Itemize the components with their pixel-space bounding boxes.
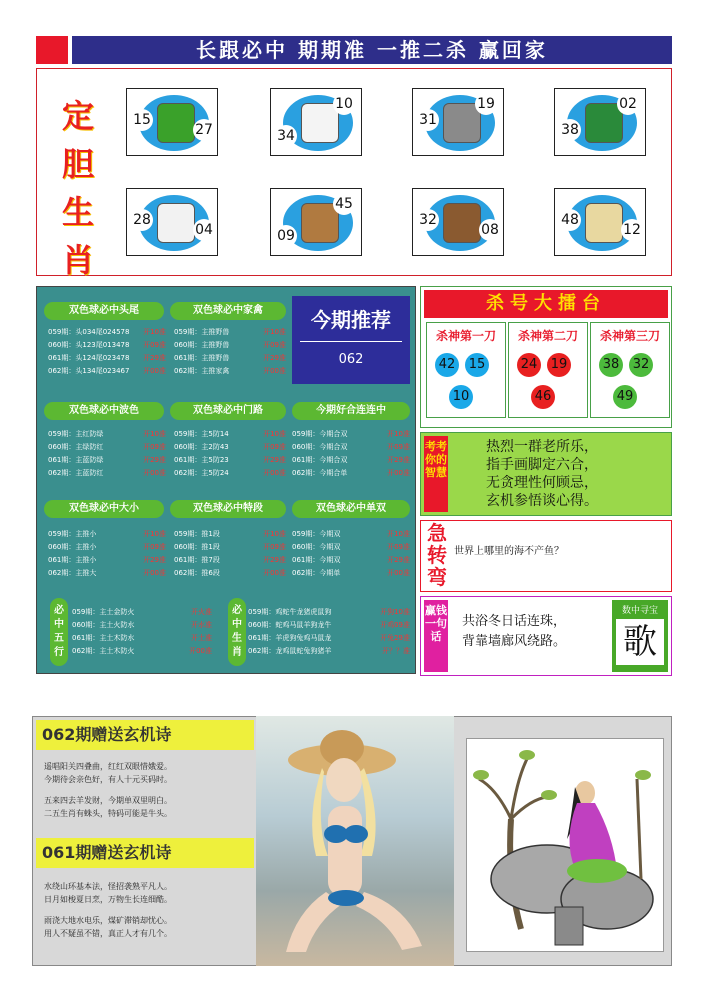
kill-ball: 46 bbox=[531, 385, 555, 409]
zodiac-number-right: 02 bbox=[617, 93, 639, 115]
group-row bbox=[292, 528, 410, 541]
group-row bbox=[48, 352, 166, 365]
beach-photo bbox=[256, 716, 454, 966]
group-row bbox=[48, 454, 166, 467]
row-prediction: 059期：鸡蛇牛龙猪虎鼠狗 bbox=[248, 608, 332, 616]
zodiac-number-right: 08 bbox=[479, 219, 501, 241]
row-prediction: 062期：龙鸡鼠蛇兔狗猪羊 bbox=[248, 647, 332, 655]
row-prediction: 060期：蛇鸡马鼠羊狗龙牛 bbox=[248, 621, 332, 629]
group-rows bbox=[72, 606, 212, 658]
group-row bbox=[174, 528, 286, 541]
group-row bbox=[174, 554, 286, 567]
row-result: 开09准 bbox=[387, 543, 410, 551]
group-rows bbox=[292, 428, 410, 480]
row-prediction: 062期：今期单 bbox=[292, 569, 341, 577]
row-prediction: 062期：今期合单 bbox=[292, 469, 348, 477]
group-rows bbox=[174, 528, 286, 580]
group-row bbox=[174, 326, 286, 339]
row-prediction: 062期：主5防24 bbox=[174, 469, 229, 477]
row-prediction: 060期：今期合双 bbox=[292, 443, 348, 451]
row-result: 开10准 bbox=[263, 530, 286, 538]
poem-061-title: 061期赠送玄机诗 bbox=[36, 838, 254, 868]
kill-ball: 49 bbox=[613, 385, 637, 409]
group-row bbox=[72, 645, 212, 658]
row-result: 开09准 bbox=[263, 443, 286, 451]
group-row bbox=[48, 428, 166, 441]
group-row bbox=[48, 467, 166, 480]
group-row bbox=[292, 441, 410, 454]
poem-line: 用人不疑虽不错，真正人才有几个。 bbox=[44, 929, 172, 938]
row-result: 开29准 bbox=[143, 456, 166, 464]
brain-label: 急转弯 bbox=[427, 521, 447, 589]
group-row bbox=[48, 567, 166, 580]
zodiac-title-char: 定 bbox=[61, 97, 94, 135]
zodiac-number-left: 48 bbox=[559, 209, 581, 231]
poem-061-text bbox=[44, 880, 256, 940]
kill-ball: 10 bbox=[449, 385, 473, 409]
row-result: 开土准 bbox=[191, 634, 212, 642]
group-row bbox=[48, 326, 166, 339]
row-prediction: 059期：今期双 bbox=[292, 530, 341, 538]
row-result: 开10准 bbox=[387, 530, 410, 538]
row-prediction: 060期：今期双 bbox=[292, 543, 341, 551]
group-row bbox=[72, 632, 212, 645]
row-prediction: 062期：主推大 bbox=[48, 569, 97, 577]
group-row bbox=[48, 441, 166, 454]
row-result: 开00准 bbox=[143, 367, 166, 375]
row-prediction: 060期：主推野兽 bbox=[174, 341, 230, 349]
row-result: 开29准 bbox=[143, 556, 166, 564]
row-result: 开10准 bbox=[263, 430, 286, 438]
wisdom-line: 热烈一群老所乐， bbox=[486, 439, 598, 455]
row-prediction: 061期：推7段 bbox=[174, 556, 220, 564]
poem-line: 雨浇大地水电乐，煤矿滞销却忧心。 bbox=[44, 916, 172, 925]
divider bbox=[300, 341, 402, 342]
group-row bbox=[292, 428, 410, 441]
group-rows bbox=[48, 428, 166, 480]
zodiac-number-right: 10 bbox=[333, 93, 355, 115]
zodiac-number-left: 28 bbox=[131, 209, 153, 231]
dragon-icon bbox=[157, 103, 195, 143]
phrase-label: 赢钱一句话 bbox=[424, 600, 448, 672]
row-prediction: 061期：主土木防水 bbox=[72, 634, 135, 642]
row-prediction: 061期：主推小 bbox=[48, 556, 97, 564]
kill-ball: 24 bbox=[517, 353, 541, 377]
zodiac-number-right: 27 bbox=[193, 119, 215, 141]
kill-column-label: 杀神第二刀 bbox=[517, 329, 578, 343]
row-prediction: 059期：主土金防火 bbox=[72, 608, 135, 616]
group-rows bbox=[174, 326, 286, 378]
group-row bbox=[174, 567, 286, 580]
row-result: 开09准 bbox=[387, 443, 410, 451]
group-title: 双色球必中单双 bbox=[292, 500, 410, 518]
group-title: 双色球必中头尾 bbox=[44, 302, 164, 320]
illustration-box bbox=[466, 738, 664, 952]
treasure-badge bbox=[612, 600, 668, 672]
row-result: 开兔29准 bbox=[380, 634, 410, 642]
zodiac-title bbox=[58, 92, 98, 284]
zodiac-card bbox=[554, 88, 646, 156]
row-prediction: 059期：推1段 bbox=[174, 530, 220, 538]
group-rows bbox=[48, 326, 166, 378]
poem-line: 五来四去羊发财，今期单双里明白。 bbox=[44, 796, 172, 805]
row-prediction: 061期：主蓝防绿 bbox=[48, 456, 104, 464]
group-row bbox=[292, 467, 410, 480]
zodiac-card bbox=[270, 88, 362, 156]
group-row bbox=[48, 339, 166, 352]
poem-062-title: 062期赠送玄机诗 bbox=[36, 720, 254, 750]
group-row bbox=[174, 441, 286, 454]
zodiac-number-left: 09 bbox=[275, 225, 297, 247]
zodiac-title-char: 胆 bbox=[61, 145, 94, 183]
wisdom-line: 无贪理性何顾忌， bbox=[486, 475, 598, 491]
row-result: 开29准 bbox=[387, 556, 410, 564]
group-row bbox=[292, 454, 410, 467]
zodiac-number-left: 38 bbox=[559, 119, 581, 141]
row-result: 开00准 bbox=[387, 569, 410, 577]
group-row bbox=[174, 428, 286, 441]
row-result: 开10准 bbox=[143, 328, 166, 336]
rabbit-icon bbox=[157, 203, 195, 243]
kill-column-label: 杀神第一刀 bbox=[435, 329, 496, 343]
zodiac-number-left: 31 bbox=[417, 109, 439, 131]
row-prediction: 062期：主推家禽 bbox=[174, 367, 230, 375]
row-prediction: 059期：今期合双 bbox=[292, 430, 348, 438]
group-row bbox=[174, 365, 286, 378]
row-result: 开10准 bbox=[143, 530, 166, 538]
row-result: 开10准 bbox=[387, 430, 410, 438]
row-prediction: 061期：头124尾023478 bbox=[48, 354, 130, 362]
kill-ball: 32 bbox=[629, 353, 653, 377]
group-row bbox=[292, 567, 410, 580]
row-prediction: 061期：羊虎狗兔鸡马鼠龙 bbox=[248, 634, 332, 642]
group-title: 双色球必中特段 bbox=[170, 500, 286, 518]
group-title: 双色球必中家禽 bbox=[170, 302, 286, 320]
group-row bbox=[248, 606, 410, 619]
group-row bbox=[248, 632, 410, 645]
row-result: 开29准 bbox=[263, 354, 286, 362]
kill-ball: 19 bbox=[547, 353, 571, 377]
group-row bbox=[248, 619, 410, 632]
group-row bbox=[174, 541, 286, 554]
wisdom-text bbox=[486, 438, 666, 510]
row-result: 开09准 bbox=[143, 543, 166, 551]
group-row bbox=[248, 645, 410, 658]
kill-ball: 15 bbox=[465, 353, 489, 377]
row-result: 开10准 bbox=[143, 430, 166, 438]
poem-line: 遥唱阳关四叠曲，红红双眼惜娥爱。 bbox=[44, 762, 172, 771]
kill-ball: 42 bbox=[435, 353, 459, 377]
row-prediction: 062期：主蓝防红 bbox=[48, 469, 104, 477]
poem-line: 今期待会亲色好，有人十元买码时。 bbox=[44, 775, 172, 784]
row-result: 开09准 bbox=[143, 443, 166, 451]
group-row bbox=[72, 606, 212, 619]
zodiac-card bbox=[126, 188, 218, 256]
zodiac-number-right: 45 bbox=[333, 193, 355, 215]
row-result: 开？？准 bbox=[382, 647, 410, 655]
row-result: 开00准 bbox=[189, 647, 212, 655]
zodiac-title-char: 生 bbox=[61, 193, 94, 231]
row-result: 开29准 bbox=[143, 354, 166, 362]
row-result: 开水准 bbox=[191, 621, 212, 629]
row-prediction: 060期：主2防43 bbox=[174, 443, 229, 451]
row-result: 开00准 bbox=[263, 469, 286, 477]
zodiac-number-left: 32 bbox=[417, 209, 439, 231]
row-prediction: 060期：主推小 bbox=[48, 543, 97, 551]
wisdom-label: 考考你的智慧 bbox=[424, 436, 448, 512]
row-result: 开09准 bbox=[143, 341, 166, 349]
group-row bbox=[48, 541, 166, 554]
row-prediction: 059期：主5防14 bbox=[174, 430, 229, 438]
pig-icon bbox=[443, 203, 481, 243]
shengxiao-label: 必中生肖 bbox=[228, 598, 246, 666]
row-result: 开09准 bbox=[263, 543, 286, 551]
group-row bbox=[48, 528, 166, 541]
row-prediction: 060期：主绿防红 bbox=[48, 443, 104, 451]
row-prediction: 060期：头123尾013478 bbox=[48, 341, 130, 349]
kill-column bbox=[508, 322, 588, 418]
zodiac-card bbox=[554, 188, 646, 256]
zodiac-number-right: 04 bbox=[193, 219, 215, 241]
group-rows bbox=[248, 606, 410, 658]
row-result: 开09准 bbox=[263, 341, 286, 349]
zodiac-number-left: 15 bbox=[131, 109, 153, 131]
group-title: 双色球必中波色 bbox=[44, 402, 164, 420]
row-prediction: 062期：主土木防火 bbox=[72, 647, 135, 655]
row-result: 开00准 bbox=[263, 367, 286, 375]
phrase-text bbox=[462, 612, 612, 652]
row-prediction: 062期：推6段 bbox=[174, 569, 220, 577]
group-rows bbox=[48, 528, 166, 580]
kill-column-label: 杀神第三刀 bbox=[599, 329, 660, 343]
kill-column bbox=[590, 322, 670, 418]
brain-text: 世界上哪里的海不产鱼？ bbox=[454, 546, 564, 557]
row-prediction: 061期：主5防23 bbox=[174, 456, 229, 464]
group-title: 双色球必中大小 bbox=[44, 500, 164, 518]
wuxing-label: 必中五行 bbox=[50, 598, 68, 666]
row-result: 开29准 bbox=[263, 456, 286, 464]
row-result: 开29准 bbox=[387, 456, 410, 464]
zodiac-number-right: 12 bbox=[621, 219, 643, 241]
sage-on-rock-illustration bbox=[467, 739, 663, 951]
group-title: 今期好合连连中 bbox=[292, 402, 410, 420]
row-prediction: 062期：头134尾023467 bbox=[48, 367, 130, 375]
poem-line: 水绕山环基本法，怪招袭熟平凡人。 bbox=[44, 882, 172, 891]
row-prediction: 059期：主红防绿 bbox=[48, 430, 104, 438]
row-result: 开狗10准 bbox=[380, 608, 410, 616]
poem-line: 日月如梭夏日烹，万物生长连细酷。 bbox=[44, 895, 172, 904]
kill-title: 杀号大擂台 bbox=[424, 290, 668, 318]
row-prediction: 061期：今期合双 bbox=[292, 456, 348, 464]
group-title: 双色球必中门路 bbox=[170, 402, 286, 420]
goat-icon bbox=[585, 203, 623, 243]
photo-figure bbox=[256, 716, 454, 966]
group-rows bbox=[174, 428, 286, 480]
row-result: 开00准 bbox=[143, 569, 166, 577]
zodiac-card bbox=[412, 88, 504, 156]
group-row bbox=[174, 339, 286, 352]
row-prediction: 061期：今期双 bbox=[292, 556, 341, 564]
group-row bbox=[72, 619, 212, 632]
row-result: 开00准 bbox=[143, 469, 166, 477]
treasure-badge-char: 歌 bbox=[616, 619, 664, 665]
row-prediction: 060期：主土火防水 bbox=[72, 621, 135, 629]
kill-ball: 38 bbox=[599, 353, 623, 377]
group-row bbox=[48, 365, 166, 378]
zodiac-title-char: 肖 bbox=[61, 241, 94, 279]
row-prediction: 059期：主推小 bbox=[48, 530, 97, 538]
zodiac-card bbox=[412, 188, 504, 256]
group-row bbox=[48, 554, 166, 567]
row-prediction: 059期：主推野兽 bbox=[174, 328, 230, 336]
row-result: 开00准 bbox=[263, 569, 286, 577]
wisdom-line: 指手画脚定六合， bbox=[486, 457, 598, 473]
group-row bbox=[292, 554, 410, 567]
group-row bbox=[174, 352, 286, 365]
row-result: 开鸡09准 bbox=[380, 621, 410, 629]
kill-column bbox=[426, 322, 506, 418]
row-prediction: 059期：头034尾024578 bbox=[48, 328, 130, 336]
group-row bbox=[292, 541, 410, 554]
row-result: 开29准 bbox=[263, 556, 286, 564]
poem-line: 二五生肖有蛛头，特码可能是牛头。 bbox=[44, 809, 172, 818]
group-row bbox=[174, 454, 286, 467]
zodiac-number-right: 19 bbox=[475, 93, 497, 115]
treasure-badge-title: 数中寻宝 bbox=[621, 606, 658, 616]
zodiac-card bbox=[270, 188, 362, 256]
header-title: 长跟必中 期期准 一推二杀 赢回家 bbox=[72, 36, 672, 64]
poem-062-text bbox=[44, 760, 256, 820]
recommend-box bbox=[292, 296, 410, 384]
row-result: 开00准 bbox=[387, 469, 410, 477]
row-prediction: 061期：主推野兽 bbox=[174, 354, 230, 362]
phrase-line: 背靠墙廊风绕路。 bbox=[462, 634, 567, 649]
recommend-value: 062 bbox=[338, 352, 364, 367]
zodiac-number-left: 34 bbox=[275, 125, 297, 147]
row-result: 开火准 bbox=[191, 608, 212, 616]
header-accent bbox=[36, 36, 68, 64]
wisdom-line: 玄机参悟谈心得。 bbox=[486, 493, 598, 509]
phrase-line: 共浴冬日话连珠， bbox=[462, 614, 567, 629]
row-result: 开10准 bbox=[263, 328, 286, 336]
row-prediction: 060期：推1段 bbox=[174, 543, 220, 551]
group-row bbox=[174, 467, 286, 480]
zodiac-card bbox=[126, 88, 218, 156]
recommend-title: 今期推荐 bbox=[311, 308, 391, 332]
group-rows bbox=[292, 528, 410, 580]
